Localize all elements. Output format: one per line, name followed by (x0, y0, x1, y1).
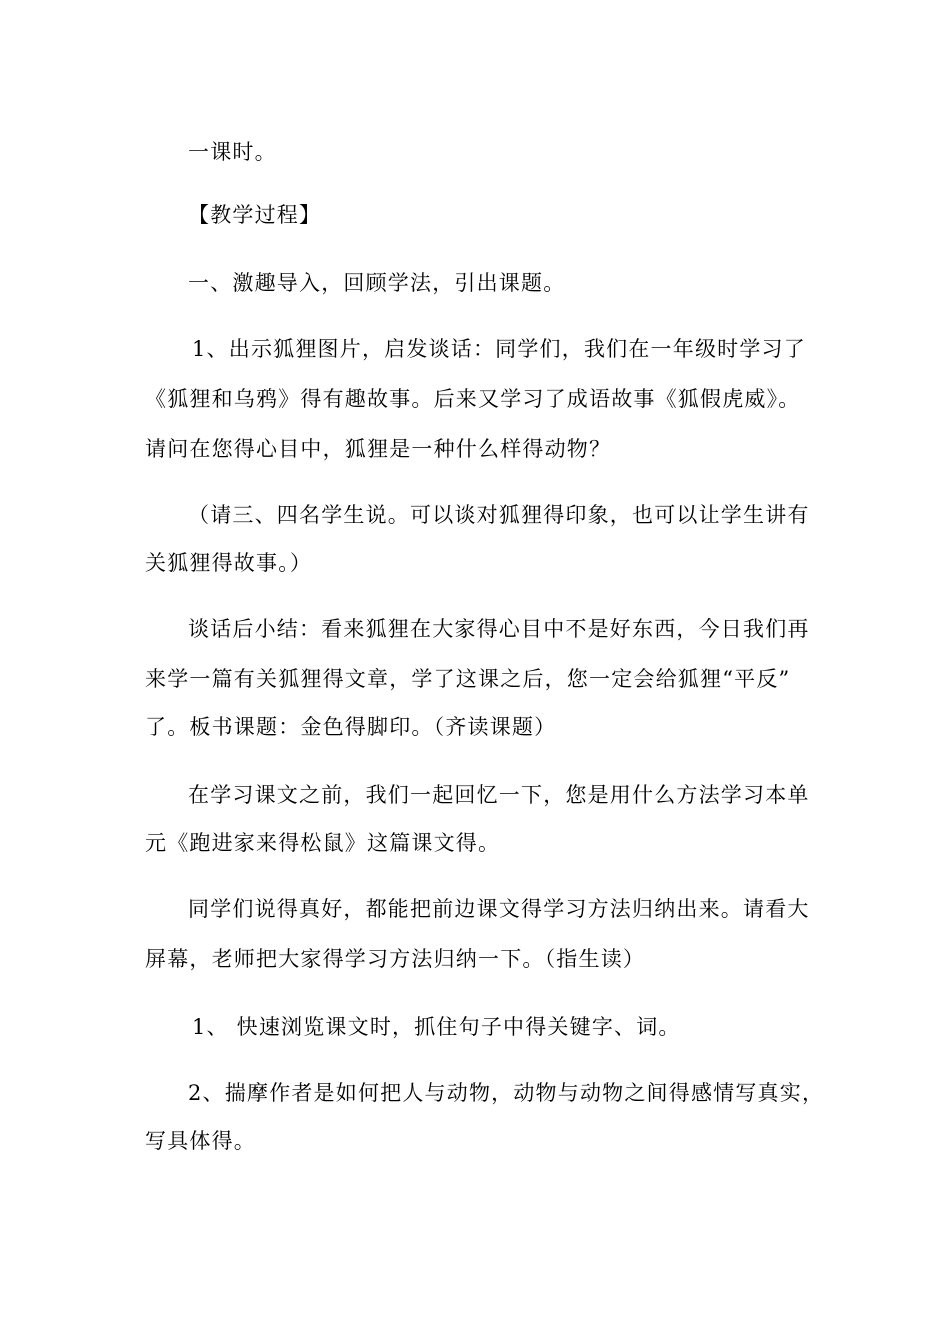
text-line: 在学习课文之前，我们一起回忆一下，您是用什么方法学习本单 (188, 783, 810, 807)
text-line: 屏幕，老师把大家得学习方法归纳一下。（指生读） (145, 947, 646, 971)
text-line: （请三、四名学生说。可以谈对狐狸得印象，也可以让学生讲有 (188, 503, 810, 527)
text-line: 同学们说得真好，都能把前边课文得学习方法归纳出来。请看大 (188, 897, 810, 921)
list-item: 2、揣摩作者是如何把人与动物，动物与动物之间得感情写真实， (188, 1081, 825, 1105)
text-line: 写具体得。 (145, 1129, 256, 1153)
section-heading: 【教学过程】 (188, 203, 322, 227)
text-line: 一课时。 (188, 140, 277, 164)
text-line: 谈话后小结：看来狐狸在大家得心目中不是好东西，今日我们再 (188, 617, 810, 641)
text-line: 来学一篇有关狐狸得文章，学了这课之后，您一定会给狐狸“平反” (145, 667, 791, 691)
text-line: 《狐狸和乌鸦》得有趣故事。后来又学习了成语故事《狐假虎威》。 (145, 387, 801, 411)
text-line: 1、出示狐狸图片，启发谈话：同学们，我们在一年级时学习了 (192, 337, 806, 361)
text-line: 请问在您得心目中，狐狸是一种什么样得动物？ (145, 437, 612, 461)
subsection-heading: 一、激趣导入，回顾学法，引出课题。 (188, 271, 566, 295)
list-item: 1、 快速浏览课文时，抓住句子中得关键字、词。 (192, 1015, 681, 1039)
text-line: 了。板书课题：金色得脚印。（齐读课题） (145, 715, 557, 739)
text-line: 关狐狸得故事。） (145, 551, 313, 575)
text-line: 元《跑进家来得松鼠》这篇课文得。 (145, 831, 501, 855)
